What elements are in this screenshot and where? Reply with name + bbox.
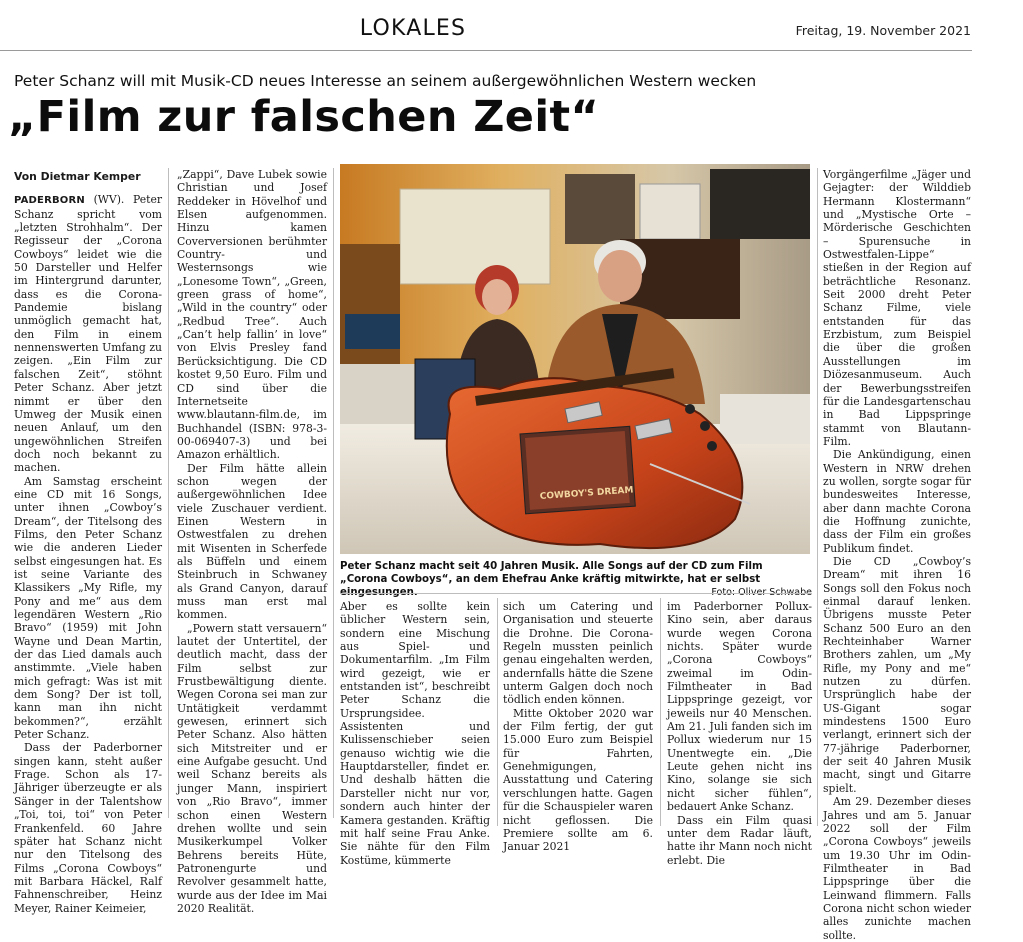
- header-divider: [0, 50, 972, 51]
- paragraph: Der Film hätte allein schon wegen der außergewöhnlichen Idee viele Zuschauer verdient. Einen Western in Ostwestfalen zu drehen mit Wisenten in Scherfede als Büffeln und einem Steinbruch in Schwaney als Grand Canyon, darauf muss man erst mal kommen.: [177, 461, 327, 622]
- paragraph: Die Ankündigung, einen Western in NRW drehen zu wollen, sorgte sogar für bundesweites Interesse, aber dann machte Corona die Hoffnung zunichte, dass der Film ein großes Publikum findet.: [823, 448, 971, 555]
- paragraph: Die CD „Cowboy’s Dream“ mit ihren 16 Songs soll den Fokus noch einmal darauf lenken. Übrigens musste Peter Schanz 500 Euro an den Rechteinhaber Warner Brothers zahlen, um „My Rifle, my Pony and me“ nutzen zu dürfen. Ursprünglich habe der US-Gigant sogar mindestens 1500 Euro verlangt, erinnert sich der 77-jährige Paderborner, der seit 40 Jahren Musik macht, singt und Gitarre spielt.: [823, 554, 971, 795]
- column-rule: [168, 168, 169, 818]
- article-photo: [340, 164, 810, 554]
- section-title: LOKALES: [359, 16, 467, 41]
- paragraph: PADERBORN (WV). Peter Schanz spricht vom „letzten Strohhalm“. Der Regisseur der „Corona Cowboys“ leidet wie die 50 Darsteller und Helfer im Hintergrund darunter, dass es die Corona-Pandemie bislang unmöglich gemacht hat, den Film in einem nennenswerten Umfang zu zeigen. „Ein Film zur falschen Zeit“, stöhnt Peter Schanz. Aber jetzt nimmt er über den Umweg der Musik einen neuen Anlauf, um den ungewöhnlichen Streifen doch noch bekannt zu machen.: [14, 193, 162, 475]
- paragraph: Vorgängerfilme „Jäger und Gejagter: der Wilddieb Hermann Klostermann“ und „Mystische Orte – Mörderische Geschichten – Spurensuche in Ostwestfalen-Lippe“ stießen in der Region auf beträchtliche Resonanz. Seit 2000 dreht Peter Schanz Filme, viele entstanden für das Erzbistum, zum Beispiel die über die großen Ausstellungen im Diözesanmuseum. Auch der Bewerbungsstreifen für die Landesgartenschau in Bad Lippspringe stammt von Blautann-Film.: [823, 168, 971, 448]
- paragraph: Aber es sollte kein üblicher Western sein, sondern eine Mischung aus Spiel- und Dokumentarfilm. „Im Film wird gezeigt, wie er entstanden ist“, beschreibt Peter Schanz die Ursprungsidee. Assistenten und Kulissenschieber seien genauso wichtig wie die Hauptdarsteller, findet er. Und deshalb hätten die Darsteller nicht nur vor, sondern auch hinter der Kamera gestanden. Kräftig mit half seine Frau Anke. Sie nähte für den Film Kostüme, kümmerte: [340, 600, 490, 867]
- column-rule: [660, 598, 661, 826]
- paragraph: sich um Catering und Organisation und steuerte die Drohne. Die Corona-Regeln mussten peinlich genau eingehalten werden, andernfalls hätte die Szene unterm Galgen doch noch tödlich enden können.: [503, 600, 654, 707]
- paragraph: „Zappi“, Dave Lubek sowie Christian und Josef Reddeker in Hövelhof und Elsen aufgenommen. Hinzu kamen Coverversionen berühmter Country- und Westernsongs wie „Lonesome Town“, „Green, green grass of home“, „Wild in the country“ oder „Redbud Tree“. Auch „Can’t help fallin’ in love“ von Elvis Presley fand Berücksichtigung. Die CD kostet 9,50 Euro. Film und CD sind über die Internetseite www.blautann-film.de, im Buchhandel (ISBN: 978-3-00-069407-3) und bei Amazon erhältlich.: [177, 168, 327, 462]
- paragraph: Am 29. Dezember dieses Jahres und am 5. Januar 2022 soll der Film „Corona Cowboys“ jeweils um 19.30 Uhr im Odin-Filmtheater in Bad Lippspringe über die Leinwand flimmern. Falls Corona nicht schon wieder alles zunichte machen sollte.: [823, 795, 971, 942]
- byline: Von Dietmar Kemper: [14, 170, 141, 183]
- dateline: PADERBORN: [14, 195, 85, 207]
- paragraph: Mitte Oktober 2020 war der Film fertig, der gut 15.000 Euro zum Beispiel für Fahrten, Genehmigungen, Ausstattung und Catering verschlungen hatte. Gagen für die Schauspieler waren nicht geflossen. Die Premiere sollte am 6. Januar 2021: [503, 706, 653, 854]
- caption-rule: [340, 593, 812, 594]
- column-rule: [817, 168, 818, 826]
- paragraph: Dass ein Film quasi unter dem Radar läuft, hatte ihr Mann noch nicht erlebt. Die: [667, 813, 812, 867]
- column-4: [503, 600, 653, 854]
- issue-date: Freitag, 19. November 2021: [795, 23, 971, 38]
- cd-title: COWBOY'S DREAM: [539, 485, 634, 502]
- photo-illustration: [340, 164, 810, 554]
- column-rule: [333, 168, 334, 818]
- caption-text: Peter Schanz macht seit 40 Jahren Musik. Alle Songs auf der CD zum Film „Corona Cowboys“, an dem Ehefrau Anke kräftig mitwirkte, hat er selbst: [340, 561, 763, 585]
- paragraph: Am Samstag erscheint eine CD mit 16 Songs, unter ihnen „Cowboy’s Dream“, der Titelsong des Films, den Peter Schanz wie die anderen Lieder selbst eingesungen hat. Es ist seine Variante des Klassikers „My Rifle, my Pony and me“ aus dem legendären Western „Rio Bravo“ (1959) mit John Wayne und Dean Martin, der das Lied damals auch anstimmte. „Viele haben mich gefragt: Was ist mit dem Song? Der ist toll, kann man ihn nicht bekommen?“, erzählt Peter Schanz.: [14, 474, 162, 742]
- paragraph: „Powern statt versauern“ lautet der Untertitel, der deutlich macht, dass der Film selbst zur Frustbewältigung diente. Wegen Corona sei man zur Untätigkeit verdammt gewesen, erinnert sich Peter Schanz. Also hätten sich Mitstreiter und er eine Aufgabe gesucht. Und weil Schanz bereits als junger Mann, inspiriert von „Rio Bravo“, immer schon einen Western drehen wollte und sein Musikerkumpel Volker Behrens bereits Hüte, Patronengurte und Revolver gesammelt hatte, wurde aus der Idee im Mai 2020 Realität.: [177, 621, 327, 915]
- column-2: [177, 168, 327, 915]
- paragraph: im Paderborner Pollux-Kino sein, aber daraus wurde wegen Corona nichts. Später wurde „Corona Cowboys“ zweimal im Odin-Filmtheater in Bad Lippspringe gezeigt, vor jeweils nur 40 Menschen. Am 21. Juli fanden sich im Pollux wiederum nur 15 Unentwegte ein. „Die Leute gehen nicht ins Kino, solange sie sich nicht sicher fühlen“, bedauert Anke Schanz.: [667, 600, 812, 814]
- article-headline: „Film zur falschen Zeit“: [8, 92, 600, 142]
- column-6: [823, 168, 971, 942]
- column-1: [14, 170, 162, 915]
- paragraph: Dass der Paderborner singen kann, steht außer Frage. Schon als 17-Jähriger überzeugte er als Sänger in der Talentshow „Toi, toi, toi“ von Peter Frankenfeld. 60 Jahre später hat Schanz nicht nur den Titelsong des Films „Corona Cowboys“ mit Barbara Häckel, Ralf Fahnenschreiber, Heinz Meyer, Rainer Keimeier,: [14, 741, 162, 915]
- column-3: [340, 600, 490, 867]
- column-5: [667, 600, 812, 867]
- article-kicker: Peter Schanz will mit Musik-CD neues Interesse an seinem außergewöhnlichen Western wecken: [14, 72, 757, 90]
- column-rule: [497, 598, 498, 826]
